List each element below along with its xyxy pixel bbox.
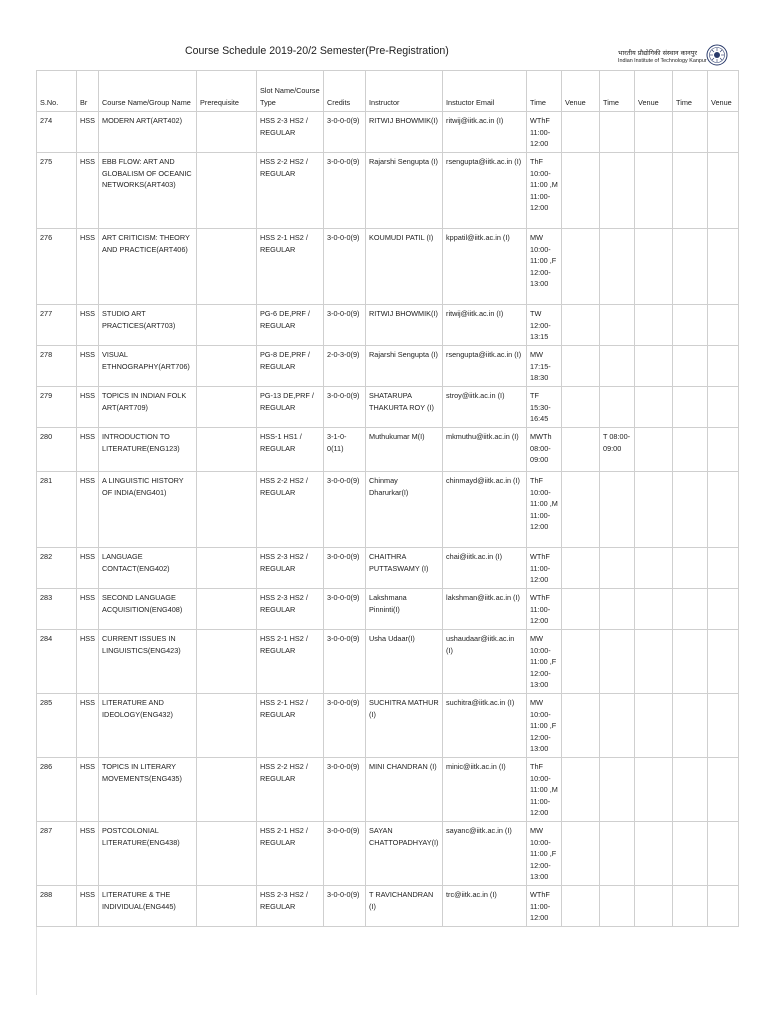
time-cell: WThF 11:00-12:00 bbox=[527, 548, 562, 589]
email-cell: stroy@iitk.ac.in (I) bbox=[443, 387, 527, 428]
venue-cell bbox=[708, 346, 739, 387]
venue-cell bbox=[562, 305, 600, 346]
prerequisite-header: Prerequisite bbox=[197, 71, 257, 112]
email-cell: minic@iitk.ac.in (I) bbox=[443, 758, 527, 822]
venue-cell bbox=[635, 822, 673, 886]
table-row bbox=[37, 589, 739, 630]
credits-cell: 3-0-0-0(9) bbox=[324, 229, 366, 305]
slot-cell: HSS 2-2 HS2 / REGULAR bbox=[257, 758, 324, 822]
course-name-cell: POSTCOLONIAL LITERATURE(ENG438) bbox=[99, 822, 197, 886]
time-cell bbox=[673, 758, 708, 822]
time-cell bbox=[600, 305, 635, 346]
time-cell bbox=[600, 694, 635, 758]
venue-cell bbox=[708, 387, 739, 428]
sno-cell: 283 bbox=[37, 589, 77, 630]
time-cell bbox=[600, 630, 635, 694]
venue-cell bbox=[562, 630, 600, 694]
time-cell: TW 12:00-13:15 bbox=[527, 305, 562, 346]
venue-cell bbox=[562, 428, 600, 472]
br-cell: HSS bbox=[77, 886, 99, 927]
institute-logo bbox=[618, 48, 730, 72]
sno-cell: 274 bbox=[37, 112, 77, 153]
sno-cell: 280 bbox=[37, 428, 77, 472]
table-row bbox=[37, 229, 739, 305]
time-cell bbox=[673, 428, 708, 472]
sno-cell: 282 bbox=[37, 548, 77, 589]
course-name-cell: ART CRITICISM: THEORY AND PRACTICE(ART406) bbox=[99, 229, 197, 305]
time-cell bbox=[673, 694, 708, 758]
table-row bbox=[37, 758, 739, 822]
email-cell: chinmayd@iitk.ac.in (I) bbox=[443, 472, 527, 548]
sno-cell: 276 bbox=[37, 229, 77, 305]
time-cell bbox=[600, 346, 635, 387]
venue-cell bbox=[635, 346, 673, 387]
time-header-1: Time bbox=[527, 71, 562, 112]
venue-cell bbox=[708, 758, 739, 822]
table-row bbox=[37, 472, 739, 548]
instructor-cell: Rajarshi Sengupta (I) bbox=[366, 346, 443, 387]
email-cell: sayanc@iitk.ac.in (I) bbox=[443, 822, 527, 886]
slot-cell: HSS 2-3 HS2 / REGULAR bbox=[257, 548, 324, 589]
time-cell bbox=[673, 630, 708, 694]
table-row bbox=[37, 822, 739, 886]
br-cell: HSS bbox=[77, 112, 99, 153]
course-name-cell: CURRENT ISSUES IN LINGUISTICS(ENG423) bbox=[99, 630, 197, 694]
time-cell bbox=[600, 229, 635, 305]
instructor-cell: KOUMUDI PATIL (I) bbox=[366, 229, 443, 305]
time-cell: WThF 11:00-12:00 bbox=[527, 589, 562, 630]
time-cell bbox=[673, 229, 708, 305]
logo-hindi-text: भारतीय प्रौद्योगिकी संस्थान कानपुर bbox=[618, 49, 697, 57]
br-cell: HSS bbox=[77, 305, 99, 346]
course-schedule-table bbox=[36, 70, 739, 927]
instructor-cell: Chinmay Dharurkar(I) bbox=[366, 472, 443, 548]
institute-seal-icon bbox=[706, 44, 728, 66]
credits-cell: 2-0-3-0(9) bbox=[324, 346, 366, 387]
venue-cell bbox=[562, 346, 600, 387]
instructor-cell: Lakshmana Pinninti(I) bbox=[366, 589, 443, 630]
instructor-cell: Rajarshi Sengupta (I) bbox=[366, 153, 443, 229]
venue-cell bbox=[635, 387, 673, 428]
email-cell: chai@iitk.ac.in (I) bbox=[443, 548, 527, 589]
credits-cell: 3-0-0-0(9) bbox=[324, 886, 366, 927]
venue-header-3: Venue bbox=[708, 71, 739, 112]
venue-cell bbox=[708, 548, 739, 589]
time-cell bbox=[673, 153, 708, 229]
br-cell: HSS bbox=[77, 153, 99, 229]
time-cell bbox=[600, 472, 635, 548]
credits-cell: 3-0-0-0(9) bbox=[324, 589, 366, 630]
prerequisite-cell bbox=[197, 387, 257, 428]
venue-cell bbox=[635, 428, 673, 472]
time-cell: MW 10:00-11:00 ,F 12:00-13:00 bbox=[527, 630, 562, 694]
course-name-cell: TOPICS IN LITERARY MOVEMENTS(ENG435) bbox=[99, 758, 197, 822]
table-row bbox=[37, 112, 739, 153]
venue-cell bbox=[708, 305, 739, 346]
time-cell: MWTh 08:00-09:00 bbox=[527, 428, 562, 472]
br-header: Br bbox=[77, 71, 99, 112]
prerequisite-cell bbox=[197, 229, 257, 305]
prerequisite-cell bbox=[197, 589, 257, 630]
venue-cell bbox=[635, 305, 673, 346]
course-name-header: Course Name/Group Name bbox=[99, 71, 197, 112]
course-name-cell: SECOND LANGUAGE ACQUISITION(ENG408) bbox=[99, 589, 197, 630]
email-header: Instuctor Email bbox=[443, 71, 527, 112]
time-cell: MW 10:00-11:00 ,F 12:00-13:00 bbox=[527, 229, 562, 305]
time-cell bbox=[600, 886, 635, 927]
prerequisite-cell bbox=[197, 886, 257, 927]
venue-cell bbox=[708, 112, 739, 153]
prerequisite-cell bbox=[197, 630, 257, 694]
table-row bbox=[37, 153, 739, 229]
instructor-cell: SAYAN CHATTOPADHYAY(I) bbox=[366, 822, 443, 886]
credits-cell: 3-0-0-0(9) bbox=[324, 694, 366, 758]
instructor-cell: RITWIJ BHOWMIK(I) bbox=[366, 305, 443, 346]
table-row bbox=[37, 305, 739, 346]
slot-cell: HSS 2-3 HS2 / REGULAR bbox=[257, 589, 324, 630]
time-cell bbox=[600, 387, 635, 428]
time-header-3: Time bbox=[673, 71, 708, 112]
time-cell bbox=[673, 472, 708, 548]
venue-cell bbox=[562, 153, 600, 229]
time-cell: MW 10:00-11:00 ,F 12:00-13:00 bbox=[527, 822, 562, 886]
slot-cell: PG-8 DE,PRF / REGULAR bbox=[257, 346, 324, 387]
prerequisite-cell bbox=[197, 112, 257, 153]
venue-cell bbox=[635, 886, 673, 927]
venue-cell bbox=[562, 229, 600, 305]
sno-cell: 284 bbox=[37, 630, 77, 694]
slot-cell: HSS 2-3 HS2 / REGULAR bbox=[257, 112, 324, 153]
instructor-cell: T RAVICHANDRAN (I) bbox=[366, 886, 443, 927]
venue-cell bbox=[708, 428, 739, 472]
time-cell: ThF 10:00-11:00 ,M 11:00-12:00 bbox=[527, 758, 562, 822]
sno-cell: 279 bbox=[37, 387, 77, 428]
credits-cell: 3-0-0-0(9) bbox=[324, 153, 366, 229]
email-cell: kppatil@iitk.ac.in (I) bbox=[443, 229, 527, 305]
time-cell: WThF 11:00-12:00 bbox=[527, 112, 562, 153]
time-cell: WThF 11:00-12:00 bbox=[527, 886, 562, 927]
course-name-cell: LITERATURE AND IDEOLOGY(ENG432) bbox=[99, 694, 197, 758]
venue-cell bbox=[562, 589, 600, 630]
table-row bbox=[37, 886, 739, 927]
venue-header-1: Venue bbox=[562, 71, 600, 112]
prerequisite-cell bbox=[197, 472, 257, 548]
venue-cell bbox=[562, 886, 600, 927]
course-name-cell: TOPICS IN INDIAN FOLK ART(ART709) bbox=[99, 387, 197, 428]
venue-cell bbox=[635, 153, 673, 229]
slot-cell: HSS 2-2 HS2 / REGULAR bbox=[257, 472, 324, 548]
time-cell bbox=[600, 153, 635, 229]
br-cell: HSS bbox=[77, 630, 99, 694]
credits-header: Credits bbox=[324, 71, 366, 112]
instructor-cell: SUCHITRA MATHUR (I) bbox=[366, 694, 443, 758]
venue-cell bbox=[635, 229, 673, 305]
venue-cell bbox=[635, 630, 673, 694]
venue-cell bbox=[635, 548, 673, 589]
br-cell: HSS bbox=[77, 472, 99, 548]
time-cell: MW 10:00-11:00 ,F 12:00-13:00 bbox=[527, 694, 562, 758]
time-cell bbox=[673, 305, 708, 346]
slot-cell: HSS 2-3 HS2 / REGULAR bbox=[257, 886, 324, 927]
course-name-cell: LITERATURE & THE INDIVIDUAL(ENG445) bbox=[99, 886, 197, 927]
time-header-2: Time bbox=[600, 71, 635, 112]
venue-cell bbox=[708, 589, 739, 630]
time-cell bbox=[600, 822, 635, 886]
sno-cell: 286 bbox=[37, 758, 77, 822]
slot-cell: HSS 2-1 HS2 / REGULAR bbox=[257, 822, 324, 886]
sno-header: S.No. bbox=[37, 71, 77, 112]
venue-cell bbox=[708, 886, 739, 927]
prerequisite-cell bbox=[197, 305, 257, 346]
time-cell bbox=[673, 387, 708, 428]
slot-cell: HSS 2-1 HS2 / REGULAR bbox=[257, 630, 324, 694]
venue-cell bbox=[562, 112, 600, 153]
logo-english-text: Indian Institute of Technology Kanpur bbox=[618, 58, 707, 64]
email-cell: trc@iitk.ac.in (I) bbox=[443, 886, 527, 927]
course-name-cell: STUDIO ART PRACTICES(ART703) bbox=[99, 305, 197, 346]
email-cell: lakshman@iitk.ac.in (I) bbox=[443, 589, 527, 630]
slot-cell: HSS 2-2 HS2 / REGULAR bbox=[257, 153, 324, 229]
sno-cell: 278 bbox=[37, 346, 77, 387]
time-cell bbox=[673, 346, 708, 387]
table-row bbox=[37, 387, 739, 428]
venue-cell bbox=[708, 630, 739, 694]
time-cell bbox=[673, 112, 708, 153]
credits-cell: 3-0-0-0(9) bbox=[324, 387, 366, 428]
time-cell bbox=[673, 589, 708, 630]
credits-cell: 3-0-0-0(9) bbox=[324, 630, 366, 694]
sno-cell: 277 bbox=[37, 305, 77, 346]
course-name-cell: A LINGUISTIC HISTORY OF INDIA(ENG401) bbox=[99, 472, 197, 548]
course-name-cell: LANGUAGE CONTACT(ENG402) bbox=[99, 548, 197, 589]
venue-cell bbox=[562, 822, 600, 886]
time-cell bbox=[600, 758, 635, 822]
slot-cell: PG-6 DE,PRF / REGULAR bbox=[257, 305, 324, 346]
venue-header-2: Venue bbox=[635, 71, 673, 112]
credits-cell: 3-0-0-0(9) bbox=[324, 758, 366, 822]
prerequisite-cell bbox=[197, 346, 257, 387]
time-cell: ThF 10:00-11:00 ,M 11:00-12:00 bbox=[527, 472, 562, 548]
credits-cell: 3-0-0-0(9) bbox=[324, 472, 366, 548]
table-row bbox=[37, 694, 739, 758]
course-name-cell: EBB FLOW: ART AND GLOBALISM OF OCEANIC NETWORKS(ART403) bbox=[99, 153, 197, 229]
email-cell: rsengupta@iitk.ac.in (I) bbox=[443, 153, 527, 229]
br-cell: HSS bbox=[77, 589, 99, 630]
instructor-cell: CHAITHRA PUTTASWAMY (I) bbox=[366, 548, 443, 589]
instructor-cell: MINI CHANDRAN (I) bbox=[366, 758, 443, 822]
slot-cell: PG-13 DE,PRF / REGULAR bbox=[257, 387, 324, 428]
instructor-cell: Usha Udaar(I) bbox=[366, 630, 443, 694]
email-cell: suchitra@iitk.ac.in (I) bbox=[443, 694, 527, 758]
course-name-cell: INTRODUCTION TO LITERATURE(ENG123) bbox=[99, 428, 197, 472]
venue-cell bbox=[708, 472, 739, 548]
time-cell bbox=[673, 548, 708, 589]
table-header-row bbox=[37, 71, 739, 112]
page-header bbox=[0, 0, 768, 70]
credits-cell: 3-0-0-0(9) bbox=[324, 112, 366, 153]
slot-header: Slot Name/Course Type bbox=[257, 71, 324, 112]
br-cell: HSS bbox=[77, 346, 99, 387]
time-cell: TF 15:30-16:45 bbox=[527, 387, 562, 428]
venue-cell bbox=[708, 822, 739, 886]
table-row bbox=[37, 346, 739, 387]
prerequisite-cell bbox=[197, 153, 257, 229]
email-cell: ritwij@iitk.ac.in (I) bbox=[443, 112, 527, 153]
course-name-cell: VISUAL ETHNOGRAPHY(ART706) bbox=[99, 346, 197, 387]
sno-cell: 275 bbox=[37, 153, 77, 229]
time-cell bbox=[600, 112, 635, 153]
br-cell: HSS bbox=[77, 758, 99, 822]
credits-cell: 3-1-0-0(11) bbox=[324, 428, 366, 472]
instructor-cell: RITWIJ BHOWMIK(I) bbox=[366, 112, 443, 153]
prerequisite-cell bbox=[197, 694, 257, 758]
email-cell: ritwij@iitk.ac.in (I) bbox=[443, 305, 527, 346]
table-row bbox=[37, 428, 739, 472]
venue-cell bbox=[562, 387, 600, 428]
time-cell: T 08:00-09:00 bbox=[600, 428, 635, 472]
venue-cell bbox=[562, 758, 600, 822]
venue-cell bbox=[635, 694, 673, 758]
time-cell: ThF 10:00-11:00 ,M 11:00-12:00 bbox=[527, 153, 562, 229]
time-cell bbox=[673, 822, 708, 886]
table-row bbox=[37, 630, 739, 694]
br-cell: HSS bbox=[77, 548, 99, 589]
course-name-cell: MODERN ART(ART402) bbox=[99, 112, 197, 153]
venue-cell bbox=[562, 548, 600, 589]
instructor-cell: SHATARUPA THAKURTA ROY (I) bbox=[366, 387, 443, 428]
venue-cell bbox=[635, 472, 673, 548]
slot-cell: HSS 2-1 HS2 / REGULAR bbox=[257, 694, 324, 758]
venue-cell bbox=[708, 229, 739, 305]
venue-cell bbox=[562, 472, 600, 548]
br-cell: HSS bbox=[77, 229, 99, 305]
venue-cell bbox=[635, 112, 673, 153]
prerequisite-cell bbox=[197, 758, 257, 822]
sno-cell: 287 bbox=[37, 822, 77, 886]
venue-cell bbox=[562, 694, 600, 758]
time-cell: MW 17:15-18:30 bbox=[527, 346, 562, 387]
page-title: Course Schedule 2019-20/2 Semester(Pre-Registration) bbox=[185, 45, 449, 57]
instructor-header: Instructor bbox=[366, 71, 443, 112]
instructor-cell: Muthukumar M(I) bbox=[366, 428, 443, 472]
br-cell: HSS bbox=[77, 428, 99, 472]
prerequisite-cell bbox=[197, 822, 257, 886]
prerequisite-cell bbox=[197, 428, 257, 472]
br-cell: HSS bbox=[77, 822, 99, 886]
br-cell: HSS bbox=[77, 387, 99, 428]
venue-cell bbox=[635, 758, 673, 822]
email-cell: mkmuthu@iitk.ac.in (I) bbox=[443, 428, 527, 472]
prerequisite-cell bbox=[197, 548, 257, 589]
sno-cell: 281 bbox=[37, 472, 77, 548]
credits-cell: 3-0-0-0(9) bbox=[324, 822, 366, 886]
email-cell: rsengupta@iitk.ac.in (I) bbox=[443, 346, 527, 387]
email-cell: ushaudaar@iitk.ac.in (I) bbox=[443, 630, 527, 694]
slot-cell: HSS 2-1 HS2 / REGULAR bbox=[257, 229, 324, 305]
table-row bbox=[37, 548, 739, 589]
venue-cell bbox=[708, 153, 739, 229]
credits-cell: 3-0-0-0(9) bbox=[324, 548, 366, 589]
venue-cell bbox=[635, 589, 673, 630]
time-cell bbox=[600, 548, 635, 589]
time-cell bbox=[600, 589, 635, 630]
sno-cell: 288 bbox=[37, 886, 77, 927]
slot-cell: HSS-1 HS1 / REGULAR bbox=[257, 428, 324, 472]
sno-cell: 285 bbox=[37, 694, 77, 758]
venue-cell bbox=[708, 694, 739, 758]
credits-cell: 3-0-0-0(9) bbox=[324, 305, 366, 346]
time-cell bbox=[673, 886, 708, 927]
br-cell: HSS bbox=[77, 694, 99, 758]
